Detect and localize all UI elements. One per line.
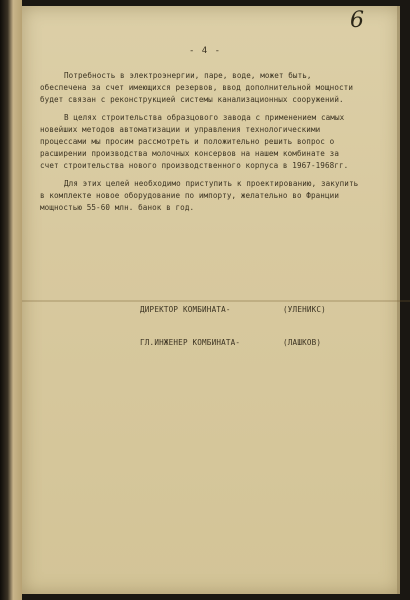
page-number: - 4 - — [188, 46, 222, 56]
paragraph-3: Для этих целей необходимо приступить к проектированию, закупить в комплекте новое оборудование по импорту, желательно во Франции мощностью 55-60 млн. банок в год. — [40, 179, 359, 212]
signature-name-director: (УЛЕНИКС) — [283, 305, 326, 314]
signature-title-chief-engineer: ГЛ.ИНЖЕНЕР КОМБИНАТА- — [140, 338, 241, 347]
paragraph-2: В целях строительства образцового завода с применением самых новейших методов автоматизации и управления технологическими процессами мы просим рассмотреть и положительно решить вопрос о расширении производства молочных консервов на нашем комбинате за счет строительства нового производственного корпуса в 1967-1968гг. — [40, 113, 349, 170]
page-crease — [22, 300, 410, 302]
handwritten-folio-number: 6 — [350, 8, 364, 33]
paragraph-1: Потребность в электроэнергии, паре, воде, может быть, обеспечена за счет имеющихся резервов, ввод дополнительной мощности будет связан с реконструкцией системы канализационных сооружений. — [40, 71, 354, 104]
signature-name-chief-engineer: (ЛАШКОВ) — [283, 338, 322, 347]
binder-edge — [0, 0, 22, 600]
document-body — [40, 70, 360, 220]
signature-title-director: ДИРЕКТОР КОМБИНАТА- — [140, 305, 231, 314]
